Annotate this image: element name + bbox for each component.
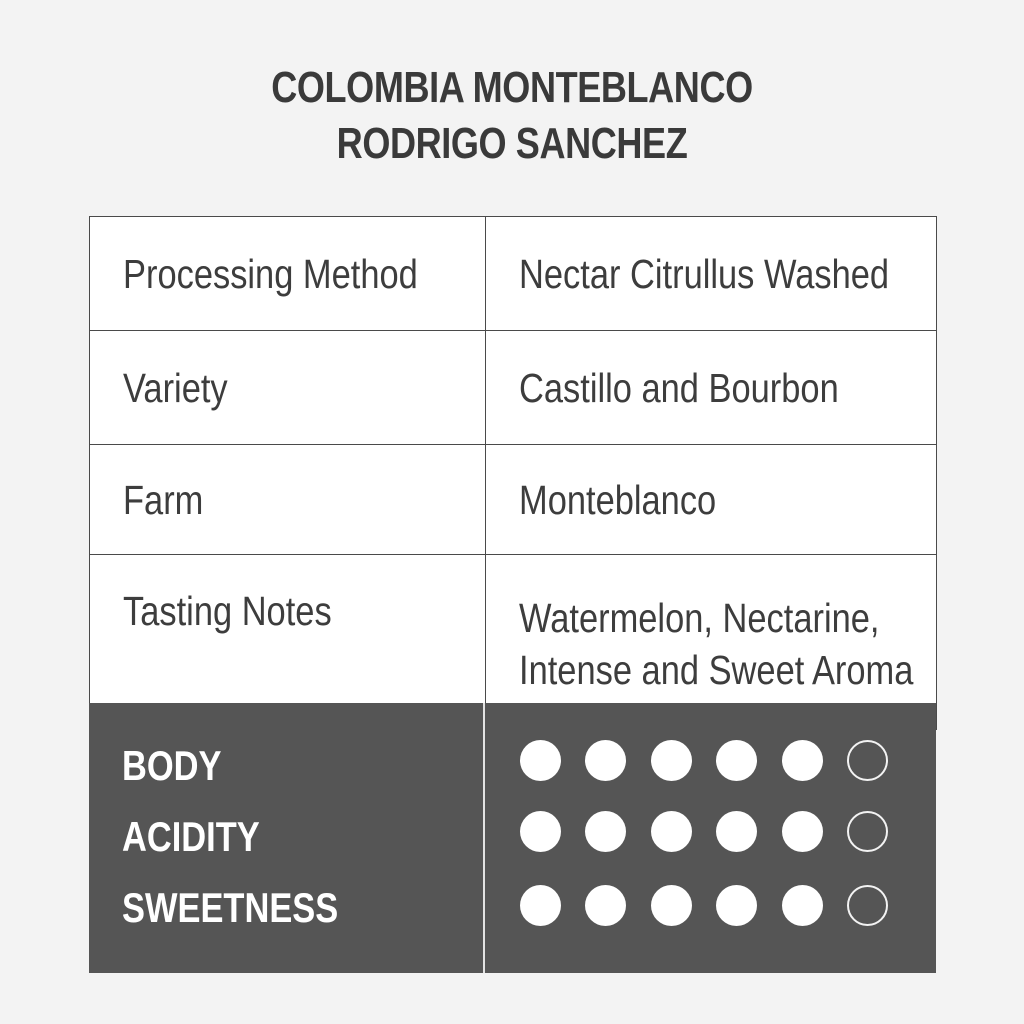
profile-divider: [483, 703, 485, 973]
rating-dot-filled: [585, 740, 626, 781]
variety-value: Castillo and Bourbon: [519, 364, 839, 411]
title-producer: RODRIGO SANCHEZ: [336, 119, 688, 168]
rating-dot-filled: [782, 740, 823, 781]
processing-method-label: Processing Method: [123, 250, 418, 297]
table-row: [90, 445, 937, 555]
rating-dot-filled: [782, 811, 823, 852]
processing-method-value-cell: [486, 217, 937, 331]
variety-label: Variety: [123, 364, 228, 411]
rating-dot-filled: [585, 811, 626, 852]
rating-dot-filled: [520, 740, 561, 781]
variety-label-cell: [90, 331, 486, 445]
rating-dot-filled: [585, 885, 626, 926]
processing-method-value: Nectar Citrullus Washed: [519, 250, 890, 297]
variety-value-cell: [486, 331, 937, 445]
sweetness-label: SWEETNESS: [122, 884, 339, 931]
rating-dot-empty: [847, 885, 888, 926]
rating-dot-filled: [651, 811, 692, 852]
body-label: BODY: [122, 742, 222, 789]
table-row: [90, 331, 937, 445]
rating-dot-empty: [847, 811, 888, 852]
tasting-notes-line-1: Watermelon, Nectarine,: [519, 595, 880, 641]
farm-value-cell: [486, 445, 937, 555]
coffee-details-table: [89, 216, 937, 730]
farm-value: Monteblanco: [519, 476, 717, 523]
farm-label-cell: [90, 445, 486, 555]
rating-dot-filled: [651, 885, 692, 926]
farm-label: Farm: [123, 476, 204, 523]
processing-method-label-cell: [90, 217, 486, 331]
title-origin: COLOMBIA MONTEBLANCO: [271, 63, 753, 112]
rating-dot-filled: [520, 811, 561, 852]
rating-dot-filled: [716, 885, 757, 926]
rating-dot-filled: [651, 740, 692, 781]
table-row: [90, 217, 937, 331]
tasting-notes-line-2: Intense and Sweet Aroma: [519, 647, 914, 693]
flavor-profile-panel: [89, 703, 936, 973]
tasting-notes-value: [519, 592, 913, 696]
rating-dot-filled: [782, 885, 823, 926]
rating-dot-empty: [847, 740, 888, 781]
tasting-notes-label: Tasting Notes: [123, 588, 332, 634]
rating-dot-filled: [520, 885, 561, 926]
rating-dot-filled: [716, 811, 757, 852]
coffee-title: [92, 60, 932, 172]
acidity-label: ACIDITY: [122, 813, 260, 860]
rating-dot-filled: [716, 740, 757, 781]
